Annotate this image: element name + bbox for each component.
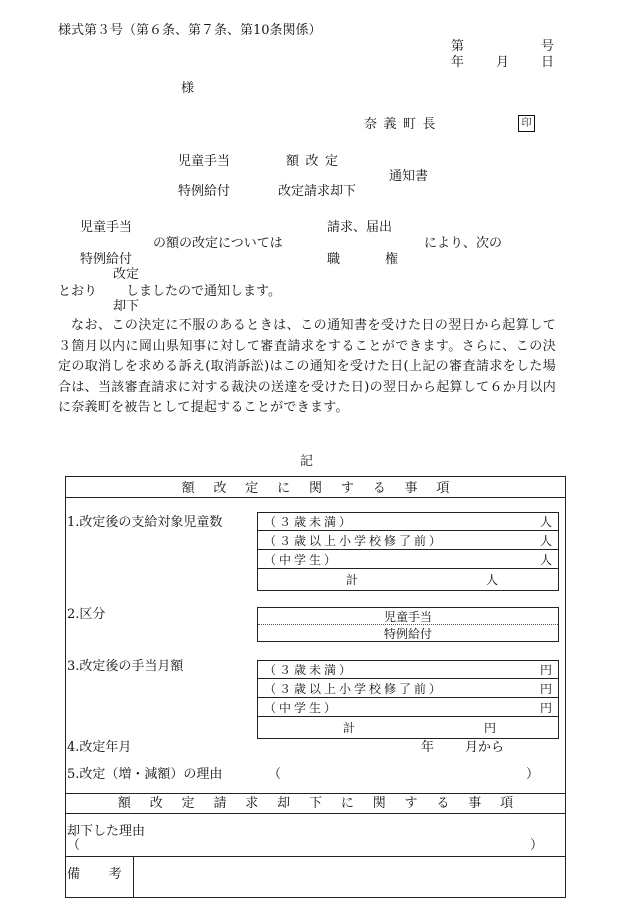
total-unit: 円	[484, 721, 497, 735]
total-label: 計	[346, 573, 359, 587]
body-toori: とおり	[58, 284, 98, 299]
item4-year[interactable]: 年	[421, 740, 435, 755]
body-shimashita: しましたので通知します。	[126, 284, 281, 299]
row-unit: 円	[539, 701, 552, 715]
recipient-honorific: 様	[181, 81, 195, 96]
total-unit: 人	[486, 573, 499, 587]
row-unit: 円	[539, 663, 552, 677]
number-suffix: 号	[541, 39, 555, 54]
row-label: （中学生）	[264, 553, 340, 567]
body-jidou-teate: 児童手当	[80, 220, 133, 235]
monthly-amount-total-row[interactable]	[258, 718, 558, 738]
body-kyakka: 却下	[113, 299, 140, 314]
title-gaku-kaitei: 額改定	[286, 154, 345, 169]
child-count-total-row[interactable]	[258, 570, 558, 590]
body-seikyu-todokede: 請求、届出	[327, 220, 393, 235]
remarks-label: 備考	[67, 867, 151, 882]
date-month: 月	[496, 55, 510, 70]
body-gaku-kaitei: の額の改定については	[153, 236, 283, 251]
row-label: （３歳以上小学校修了前）	[264, 682, 445, 696]
row-label: （中学生）	[264, 701, 340, 715]
item1-label: 1.改定後の支給対象児童数	[67, 515, 223, 530]
item3-label: 3.改定後の手当月額	[67, 659, 184, 674]
monthly-amount-row[interactable]	[258, 680, 558, 698]
category-option-tokurei[interactable]	[258, 625, 558, 642]
seal-stamp: 印	[518, 115, 535, 132]
row-unit: 人	[539, 534, 552, 548]
body-niyori: により、次の	[424, 236, 503, 251]
monthly-amount-box	[257, 660, 559, 739]
option-label: 特例給付	[383, 627, 432, 641]
form-reference: 様式第３号（第６条、第７条、第10条関係）	[58, 23, 322, 38]
item4-label: 4.改定年月	[67, 740, 132, 755]
item5-label: 5.改定（増・減額）の理由	[67, 767, 223, 782]
body-kaitei: 改定	[113, 267, 140, 282]
title-kaitei-seikyu-kyakka: 改定請求却下	[278, 184, 357, 199]
row-unit: 円	[539, 682, 552, 696]
body-ken: 権	[385, 252, 399, 267]
remarks-field[interactable]	[136, 858, 564, 896]
ki-heading: 記	[300, 454, 314, 469]
divider	[65, 793, 566, 794]
date-year: 年	[451, 55, 465, 70]
monthly-amount-row[interactable]	[258, 661, 558, 679]
issuer-mayor: 奈義町長	[364, 117, 443, 132]
option-label: 児童手当	[383, 610, 432, 624]
body-shoku: 職	[327, 252, 341, 267]
item5-open-paren[interactable]: （	[268, 767, 282, 782]
monthly-amount-row[interactable]	[258, 699, 558, 717]
remarks-divider	[133, 856, 134, 898]
row-unit: 人	[539, 553, 552, 567]
title-tokurei-kyufu: 特例給付	[178, 184, 231, 199]
row-label: （３歳以上小学校修了前）	[264, 534, 445, 548]
rejection-reason-label: 却下した理由	[67, 824, 146, 839]
section1-heading: 額改定に関する事項	[181, 481, 469, 496]
category-box	[257, 607, 559, 642]
title-jidou-teate: 児童手当	[178, 154, 231, 169]
child-count-row[interactable]	[258, 551, 558, 569]
item5-close-paren: ）	[526, 767, 540, 782]
divider	[65, 497, 566, 498]
child-count-row[interactable]	[258, 532, 558, 550]
rejection-close-paren: ）	[530, 838, 544, 853]
body-tokurei-kyufu: 特例給付	[80, 252, 133, 267]
number-prefix: 第	[451, 39, 465, 54]
row-label: （３歳未満）	[264, 663, 355, 677]
rejection-open-paren[interactable]: （	[67, 838, 81, 853]
child-count-box	[257, 512, 559, 591]
item2-label: 2.区分	[67, 607, 106, 622]
appeal-notice: なお、この決定に不服のあるときは、この通知書を受けた日の翌日から起算して３箇月以内に岡山県知事に対して審査請求をすることができます。さらに、この決定の取消しを求める訴え(取消訴訟)はこの通知を受けた日(上記の審査請求をした場合は、当該審査請求に対する裁決の送達を受けた日)の翌日から起算して６か月以内に奈義町を被告として提起することができます。	[58, 318, 556, 416]
title-tsuchisho: 通知書	[389, 169, 429, 184]
date-day: 日	[541, 55, 555, 70]
total-label: 計	[343, 721, 356, 735]
child-count-row[interactable]	[258, 513, 558, 531]
divider	[65, 813, 566, 814]
section2-heading: 額改定請求却下に関する事項	[117, 796, 532, 811]
divider	[65, 856, 566, 857]
row-unit: 人	[539, 515, 552, 529]
item4-month-from[interactable]: 月から	[465, 740, 505, 755]
category-option-jidou[interactable]	[258, 608, 558, 625]
row-label: （３歳未満）	[264, 515, 355, 529]
